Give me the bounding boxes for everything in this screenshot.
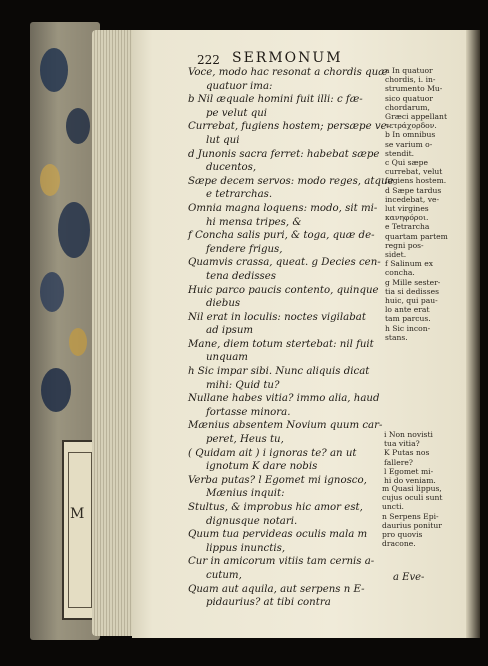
marbled-pattern — [34, 30, 96, 450]
text-line: Quum tua pervideas oculis mala m — [188, 529, 368, 541]
page-gutter-shadow — [466, 30, 480, 638]
text-line: tena dedisses — [206, 270, 277, 282]
note-line: tia si dedisses — [385, 286, 439, 296]
note-line: tua vitia? — [384, 439, 420, 449]
text-line: fortasse minora. — [206, 406, 291, 418]
note-line: uncti. — [382, 502, 404, 512]
note-line: d Sæpe tardus — [385, 185, 442, 195]
note-line: fugiens hostem. — [385, 176, 447, 186]
note-line: tam parcus. — [385, 314, 431, 324]
note-line: i Non novisti — [384, 430, 433, 439]
text-line: Cur in amicorum vitiis tam cernis a- — [188, 556, 375, 568]
note-line: lut virgines — [385, 204, 429, 214]
text-line: h Sic impar sibi. Nunc aliquis dicat — [188, 366, 370, 378]
note-line: stendit. — [385, 148, 415, 158]
text-line: peret, Heus tu, — [206, 434, 284, 446]
note-line: κανηφόροι. — [385, 213, 429, 223]
note-line: strumento Mu- — [385, 84, 443, 94]
note-line: a In quatuor — [385, 66, 433, 75]
text-line: Quamvis crassa, queat. g Decies cen- — [188, 257, 381, 269]
text-line: pidaurius? at tibi contra — [206, 597, 331, 609]
marginal-notes-middle — [384, 430, 464, 485]
text-line: mihi: Quid tu? — [206, 379, 280, 391]
note-line: daurius ponitur — [382, 520, 442, 530]
text-line: Nil erat in loculis: noctes vigilabat — [188, 311, 366, 323]
text-line: Mænius inquit: — [206, 488, 285, 500]
text-line: pe velut qui — [206, 107, 268, 119]
text-line: unquam — [206, 352, 248, 364]
text-line: Omnia magna loquens: modo, sit mi- — [188, 202, 378, 214]
text-line: ad ipsum — [206, 325, 254, 337]
text-line: diebus — [206, 298, 241, 310]
text-line: d Junonis sacra ferret: habebat sæpe — [188, 148, 380, 160]
note-line: pro quovis — [382, 530, 423, 540]
note-line: cujus oculi sunt — [382, 493, 443, 503]
text-line: lippus inunctis, — [206, 542, 286, 554]
note-line: c Qui sæpe — [385, 158, 429, 168]
note-line: currebat, velut — [385, 167, 443, 177]
note-line: sico quatuor — [385, 93, 433, 103]
spine-label-text: M — [70, 506, 86, 522]
marginal-notes-bottom — [382, 484, 462, 548]
note-line: b In omnibus — [385, 130, 436, 140]
note-line: g Mille sester- — [385, 277, 441, 287]
marginal-notes-top — [385, 66, 465, 342]
note-line: dracone. — [382, 539, 416, 549]
text-line: Mænius absentem Novium quum car- — [188, 420, 383, 432]
text-line: ducentos, — [206, 162, 257, 174]
text-line: Nullane habes vitia? immo alia, haud — [188, 393, 380, 405]
text-line: quatuor ima: — [206, 80, 273, 92]
note-line: K Putas nos — [384, 448, 430, 458]
text-line: Voce, modo hac resonat a chordis quæ — [188, 67, 388, 78]
text-line: Mane, diem totum stertebat: nil fuit — [188, 338, 374, 350]
text-line: fendere frigus, — [206, 243, 283, 255]
note-line: incedebat, ve- — [385, 194, 440, 204]
note-line: lo ante erat — [385, 305, 430, 315]
catchword: a Eve- — [393, 572, 425, 583]
spine-label-frame — [68, 452, 92, 608]
note-line: quartam partem — [385, 231, 448, 241]
main-text-column — [188, 66, 394, 610]
note-line: huic, qui pau- — [385, 296, 438, 306]
note-line: Græci appellant — [385, 112, 447, 122]
note-line: f Salinum ex — [385, 259, 433, 269]
note-line: sidet. — [385, 250, 407, 260]
text-line: ignotum K dare nobis — [206, 461, 318, 473]
text-line: lut qui — [206, 134, 240, 146]
note-line: stans. — [385, 332, 408, 342]
text-line: dignusque notari. — [206, 515, 298, 527]
note-line: m Quasi lippus, — [382, 484, 442, 493]
text-line: Stultus, & improbus hic amor est, — [188, 502, 363, 513]
note-line: h Sic incon- — [385, 323, 431, 333]
note-line: e Tetrarcha — [385, 222, 430, 232]
note-line: chordarum, — [385, 102, 430, 112]
note-line: τετράχορδον. — [385, 121, 437, 131]
text-line: f Concha salis puri, & toga, quæ de- — [188, 230, 375, 242]
text-line: cutum, — [206, 569, 242, 581]
running-title: SERMONUM — [232, 50, 343, 66]
text-line: Verba putas? l Egomet mi ignosco, — [188, 474, 367, 486]
text-line: e tetrarchas. — [206, 189, 273, 201]
page-number: 222 — [197, 53, 220, 67]
note-line: n Serpens Epi- — [382, 511, 439, 521]
note-line: l Egomet mi- — [384, 466, 434, 476]
note-line: se varium o- — [385, 139, 433, 149]
note-line: hi do veniam. — [384, 476, 436, 486]
text-line: ( Quidam ait ) i ignoras te? an ut — [188, 447, 357, 459]
text-line: Sæpe decem servos: modo reges, atque — [188, 175, 394, 187]
note-line: chordis, i. in- — [385, 75, 436, 85]
text-line: Huic parco paucis contento, quinque — [188, 284, 379, 296]
note-line: fallere? — [384, 457, 413, 467]
text-line: hi mensa tripes, & — [206, 216, 302, 228]
text-line: b Nil æquale homini fuit illi: c fæ- — [188, 94, 363, 106]
page-edges — [92, 30, 136, 636]
note-line: regni pos- — [385, 240, 424, 250]
text-line: Currebat, fugiens hostem; persæpe ve- — [188, 121, 391, 133]
note-line: concha. — [385, 268, 415, 278]
text-line: Quam aut aquila, aut serpens n E- — [188, 583, 365, 595]
